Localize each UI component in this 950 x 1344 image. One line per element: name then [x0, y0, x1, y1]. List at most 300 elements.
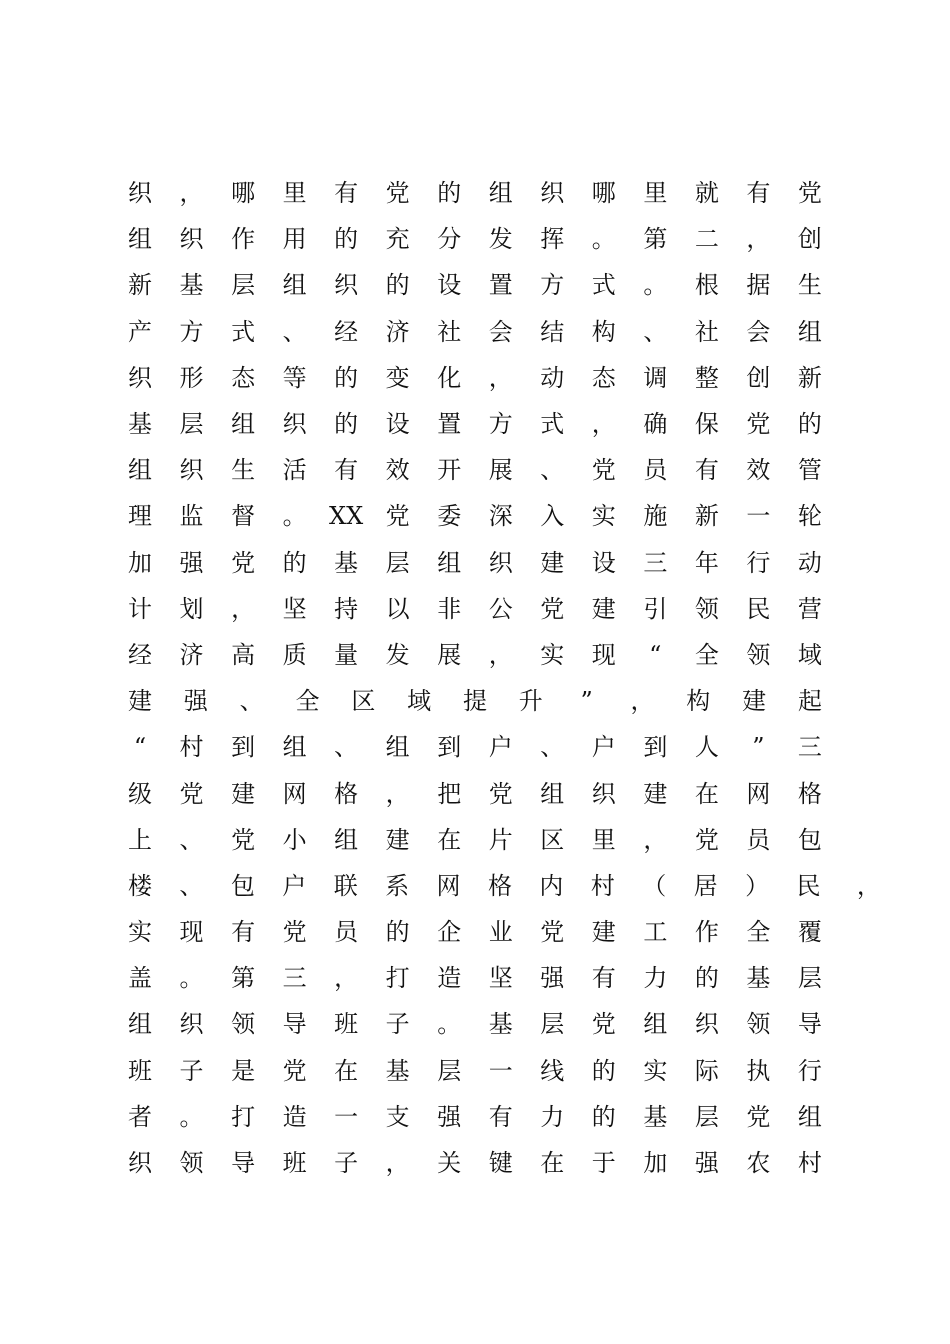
text-char: 、	[540, 733, 565, 762]
text-char: 有	[746, 179, 771, 208]
text-char: 在	[437, 825, 462, 854]
text-char: 建	[231, 779, 256, 808]
text-char: 方	[488, 410, 513, 439]
text-char: 区	[540, 825, 565, 854]
text-char: 织	[591, 779, 616, 808]
text-char: 生	[797, 271, 822, 300]
text-char: 建	[540, 548, 565, 577]
text-line	[115, 262, 835, 308]
text-char: ，	[746, 225, 771, 254]
text-char: 第	[231, 964, 256, 993]
text-char: 建	[591, 594, 616, 623]
text-char: 织	[694, 1010, 719, 1039]
text-char: 织	[128, 179, 152, 208]
text-char: 织	[540, 179, 565, 208]
text-char: 联	[333, 871, 358, 900]
text-char: 、	[179, 871, 204, 900]
text-char: 态	[591, 363, 616, 392]
text-char: 网	[282, 779, 307, 808]
text-char: 系	[385, 871, 410, 900]
text-char: 用	[282, 225, 307, 254]
text-char: 量	[334, 640, 359, 669]
text-char: 党	[385, 502, 410, 531]
text-char: 村	[179, 733, 204, 762]
text-char: 党	[540, 918, 565, 947]
text-char: 会	[746, 317, 771, 346]
text-char: XX	[329, 502, 364, 531]
text-char: ，	[643, 825, 668, 854]
text-char: 包	[230, 871, 255, 900]
text-char: 全	[694, 640, 719, 669]
text-char: 。	[643, 271, 668, 300]
text-char: 组	[540, 779, 565, 808]
text-char: 党	[746, 1102, 771, 1131]
text-char: 包	[797, 825, 822, 854]
text-char: 导	[282, 1010, 307, 1039]
text-char: 员	[746, 825, 771, 854]
text-char: 活	[282, 456, 307, 485]
text-char: 入	[540, 502, 565, 531]
text-char: 织	[334, 271, 359, 300]
text-char: 格	[487, 871, 512, 900]
text-char: 党	[282, 1056, 307, 1085]
text-char: 施	[643, 502, 668, 531]
text-char: ”	[752, 733, 765, 762]
text-char: 的	[437, 179, 462, 208]
text-char: 层	[540, 1010, 565, 1039]
text-char: 组	[128, 456, 152, 485]
text-char: 居	[693, 871, 718, 900]
text-char: 发	[385, 640, 410, 669]
text-char: 域	[797, 640, 822, 669]
text-char: 的	[591, 1056, 616, 1085]
text-char: 织	[128, 1149, 152, 1178]
text-char: 领	[746, 640, 771, 669]
text-char: 创	[797, 225, 822, 254]
text-char: 升	[518, 687, 543, 716]
text-char: 据	[746, 271, 771, 300]
text-char: 发	[488, 225, 513, 254]
text-char: 展	[488, 456, 513, 485]
text-char: 班	[128, 1056, 152, 1085]
text-char: 领	[746, 1010, 771, 1039]
text-char: 里	[282, 179, 307, 208]
text-char: 质	[282, 640, 307, 669]
text-char: 导	[231, 1149, 256, 1178]
text-char: 级	[128, 779, 152, 808]
text-char: 组	[797, 317, 822, 346]
text-char: 领	[694, 594, 719, 623]
text-char: 建	[591, 918, 616, 947]
text-char: 的	[694, 964, 719, 993]
text-char: 式	[540, 410, 565, 439]
text-char: 现	[179, 918, 204, 947]
text-char: 经	[334, 317, 359, 346]
text-char: 设	[437, 271, 462, 300]
text-char: 强	[437, 1102, 462, 1131]
text-char: 建	[643, 779, 668, 808]
text-char: 区	[351, 687, 376, 716]
text-line	[115, 724, 835, 770]
text-char: 动	[797, 548, 822, 577]
text-char: 委	[437, 502, 462, 531]
text-char: 支	[385, 1102, 410, 1131]
text-char: 公	[488, 594, 513, 623]
text-char: 会	[488, 317, 513, 346]
text-char: “	[649, 640, 662, 669]
text-char: 作	[231, 225, 256, 254]
text-char: 子	[334, 1149, 359, 1178]
text-char: 的	[334, 363, 359, 392]
text-char: 组	[231, 410, 256, 439]
text-char: 强	[694, 1149, 719, 1178]
text-char: 、	[643, 317, 668, 346]
text-char: 盖	[128, 964, 152, 993]
text-char: 人	[694, 733, 719, 762]
text-char: 年	[694, 548, 719, 577]
text-char: 织	[179, 225, 204, 254]
text-char: 、	[540, 456, 565, 485]
text-char: 网	[436, 871, 461, 900]
text-char: 新	[694, 502, 719, 531]
text-char: 的	[334, 410, 359, 439]
text-char: 。	[179, 1102, 204, 1131]
body-text	[115, 170, 881, 1186]
text-char: 效	[385, 456, 410, 485]
text-char: 组	[334, 825, 359, 854]
text-char: 党	[540, 594, 565, 623]
text-char: 党	[591, 1010, 616, 1039]
text-char: 村	[797, 1149, 822, 1178]
text-char: 子	[385, 1010, 410, 1039]
text-char: 起	[797, 687, 822, 716]
text-char: 者	[128, 1102, 152, 1131]
text-char: 引	[643, 594, 668, 623]
text-char: 班	[282, 1149, 307, 1178]
text-char: ，	[385, 1149, 410, 1178]
text-char: 社	[694, 317, 719, 346]
text-char: 变	[385, 363, 410, 392]
text-line	[115, 1048, 835, 1094]
text-char: 督	[231, 502, 256, 531]
text-line	[115, 1094, 835, 1140]
text-char: 层	[437, 1056, 462, 1085]
text-char: 组	[128, 1010, 152, 1039]
text-char: 导	[797, 1010, 822, 1039]
text-char: 组	[282, 733, 307, 762]
text-char: 、	[179, 825, 204, 854]
text-char: 经	[128, 640, 152, 669]
text-char: 到	[643, 733, 668, 762]
text-char: 高	[231, 640, 256, 669]
text-char: 片	[488, 825, 513, 854]
text-char: 党	[179, 779, 204, 808]
text-char: 于	[591, 1149, 616, 1178]
text-char: 党	[591, 456, 616, 485]
text-char: 第	[643, 225, 668, 254]
text-char: “	[133, 733, 147, 762]
text-char: 组	[437, 548, 462, 577]
text-char: 产	[128, 317, 152, 346]
text-char: 力	[643, 964, 668, 993]
text-char: 在	[694, 779, 719, 808]
text-char: 动	[540, 363, 565, 392]
text-char: 的	[385, 918, 410, 947]
text-char: 的	[334, 225, 359, 254]
text-char: 组	[797, 1102, 822, 1131]
text-char: 的	[797, 410, 822, 439]
text-char: 调	[643, 363, 668, 392]
text-char: 生	[231, 456, 256, 485]
text-char: 等	[282, 363, 307, 392]
text-char: 实	[540, 640, 565, 669]
text-char: 展	[437, 640, 462, 669]
text-char: 强	[540, 964, 565, 993]
text-line	[115, 817, 835, 863]
text-char: 层	[385, 548, 410, 577]
text-char: 网	[746, 779, 771, 808]
text-char: 组	[282, 271, 307, 300]
text-char: 监	[179, 502, 204, 531]
text-char: 。	[437, 1010, 462, 1039]
text-char: 户	[488, 733, 513, 762]
text-char: 式	[591, 271, 616, 300]
text-char: 有	[488, 1102, 513, 1131]
text-char: 基	[385, 1056, 410, 1085]
text-char: 业	[488, 918, 513, 947]
text-line	[115, 401, 835, 447]
text-line	[115, 216, 835, 262]
text-char: 、	[334, 733, 359, 762]
text-char: 提	[462, 687, 487, 716]
text-char: 三	[282, 964, 307, 993]
text-char: 力	[540, 1102, 565, 1131]
text-line	[115, 1001, 835, 1047]
text-char: 、	[239, 687, 264, 716]
text-line	[115, 678, 835, 724]
text-char: 线	[540, 1056, 565, 1085]
text-char: 创	[746, 363, 771, 392]
text-char: 有	[334, 456, 359, 485]
text-line	[115, 170, 835, 216]
text-char: 组	[488, 179, 513, 208]
text-char: 里	[591, 825, 616, 854]
text-char: 式	[231, 317, 256, 346]
text-char: ”	[580, 687, 593, 716]
text-char: 置	[488, 271, 513, 300]
text-char: ，	[231, 594, 256, 623]
text-char: 党	[231, 825, 256, 854]
text-char: 打	[385, 964, 410, 993]
text-char: 织	[128, 363, 152, 392]
text-char: 有	[334, 179, 359, 208]
text-char: 一	[334, 1102, 359, 1131]
text-char: 党	[694, 825, 719, 854]
text-char: 三	[643, 548, 668, 577]
text-char: 社	[437, 317, 462, 346]
text-char: 加	[128, 548, 152, 577]
text-char: 基	[179, 271, 204, 300]
text-char: 轮	[797, 502, 822, 531]
text-char: 小	[282, 825, 307, 854]
text-char: 在	[334, 1056, 359, 1085]
text-char: 员	[334, 918, 359, 947]
text-char: 整	[694, 363, 719, 392]
text-char: 坚	[282, 594, 307, 623]
text-char: 作	[694, 918, 719, 947]
text-char: 济	[385, 317, 410, 346]
text-line	[115, 309, 835, 355]
text-char: 非	[437, 594, 462, 623]
text-char: 织	[488, 548, 513, 577]
text-char: 实	[591, 502, 616, 531]
text-line	[115, 909, 835, 955]
text-char: 到	[231, 733, 256, 762]
text-char: 域	[407, 687, 432, 716]
text-char: 全	[295, 687, 320, 716]
text-char: 方	[540, 271, 565, 300]
text-char: 组	[128, 225, 152, 254]
text-char: 组	[385, 733, 410, 762]
text-char: 基	[488, 1010, 513, 1039]
text-char: 理	[128, 502, 152, 531]
text-char: 。	[591, 225, 616, 254]
text-char: 济	[179, 640, 204, 669]
text-char: 农	[746, 1149, 771, 1178]
text-char: ，	[591, 410, 616, 439]
text-char: 三	[797, 733, 822, 762]
text-line: 楼 、 包 户 联 系 网 格 内 村 （ 居 ） 民 ，	[115, 863, 835, 909]
text-char: 新	[128, 271, 152, 300]
text-char: 建	[128, 687, 152, 716]
text-char: 一	[488, 1056, 513, 1085]
text-char: 班	[334, 1010, 359, 1039]
text-char: 党	[746, 410, 771, 439]
text-char: 开	[437, 456, 462, 485]
text-char: 以	[385, 594, 410, 623]
text-char: 党	[797, 179, 822, 208]
text-char: 领	[231, 1010, 256, 1039]
text-char: 强	[179, 548, 204, 577]
text-char: 村	[590, 871, 615, 900]
text-char: 营	[797, 594, 822, 623]
text-char: 打	[231, 1102, 256, 1131]
text-char: 到	[437, 733, 462, 762]
text-char: 态	[231, 363, 256, 392]
text-char: 在	[540, 1149, 565, 1178]
text-line	[115, 447, 835, 493]
text-char: 党	[282, 918, 307, 947]
text-char: 把	[437, 779, 462, 808]
text-line	[115, 632, 835, 678]
text-char: 织	[179, 1010, 204, 1039]
text-char: 格	[334, 779, 359, 808]
text-char: 有	[231, 918, 256, 947]
text-char: 全	[746, 918, 771, 947]
text-char: 基	[334, 548, 359, 577]
text-char: 员	[643, 456, 668, 485]
text-char: 构	[591, 317, 616, 346]
text-char: 一	[746, 502, 771, 531]
text-char: 造	[437, 964, 462, 993]
text-char: 效	[746, 456, 771, 485]
text-char: 户	[591, 733, 616, 762]
text-char: 基	[746, 964, 771, 993]
text-char: 挥	[540, 225, 565, 254]
text-char: 执	[746, 1056, 771, 1085]
text-char: 行	[746, 548, 771, 577]
text-char: 党	[488, 779, 513, 808]
text-line	[115, 586, 835, 632]
text-char: 计	[128, 594, 152, 623]
text-char: 基	[643, 1102, 668, 1131]
text-char: 就	[694, 179, 719, 208]
text-char: 形	[179, 363, 204, 392]
text-char: 是	[231, 1056, 256, 1085]
text-char: 领	[179, 1149, 204, 1178]
text-line	[115, 493, 835, 539]
text-char: 建	[385, 825, 410, 854]
text-char: 层	[231, 271, 256, 300]
text-char: 织	[179, 456, 204, 485]
text-char: 。	[179, 964, 204, 993]
text-char: 。	[282, 502, 307, 531]
text-char: 管	[797, 456, 822, 485]
text-char: ，	[488, 640, 513, 669]
text-line	[115, 955, 835, 1001]
text-char: 造	[282, 1102, 307, 1131]
text-char: ，	[630, 687, 655, 716]
text-char: 的	[591, 1102, 616, 1131]
text-char: 哪	[231, 179, 256, 208]
text-char: ，	[334, 964, 359, 993]
text-char: 的	[282, 548, 307, 577]
text-char: 、	[282, 317, 307, 346]
text-char: 加	[643, 1149, 668, 1178]
text-char: 内	[539, 871, 564, 900]
text-char: 现	[591, 640, 616, 669]
text-char: 楼	[128, 871, 152, 900]
text-char: 哪	[591, 179, 616, 208]
text-char: 充	[385, 225, 410, 254]
text-char: 持	[334, 594, 359, 623]
text-char: 置	[437, 410, 462, 439]
text-char: 上	[128, 825, 152, 854]
text-char: 里	[643, 179, 668, 208]
text-char: 实	[128, 918, 152, 947]
text-char: 强	[183, 687, 208, 716]
text-char: 组	[643, 1010, 668, 1039]
text-char: 键	[488, 1149, 513, 1178]
text-char: （	[642, 871, 667, 900]
text-line	[115, 355, 835, 401]
text-char: 基	[128, 410, 152, 439]
text-line	[115, 770, 835, 816]
text-line	[115, 540, 835, 586]
text-char: 化	[437, 363, 462, 392]
text-char: 党	[385, 179, 410, 208]
text-char: 有	[694, 456, 719, 485]
text-char: 层	[797, 964, 822, 993]
text-char: 二	[694, 225, 719, 254]
text-char: 划	[179, 594, 204, 623]
text-char: 实	[643, 1056, 668, 1085]
text-char: 分	[437, 225, 462, 254]
text-char: 结	[540, 317, 565, 346]
text-char: 党	[231, 548, 256, 577]
text-char: ，	[488, 363, 513, 392]
text-char: 设	[591, 548, 616, 577]
